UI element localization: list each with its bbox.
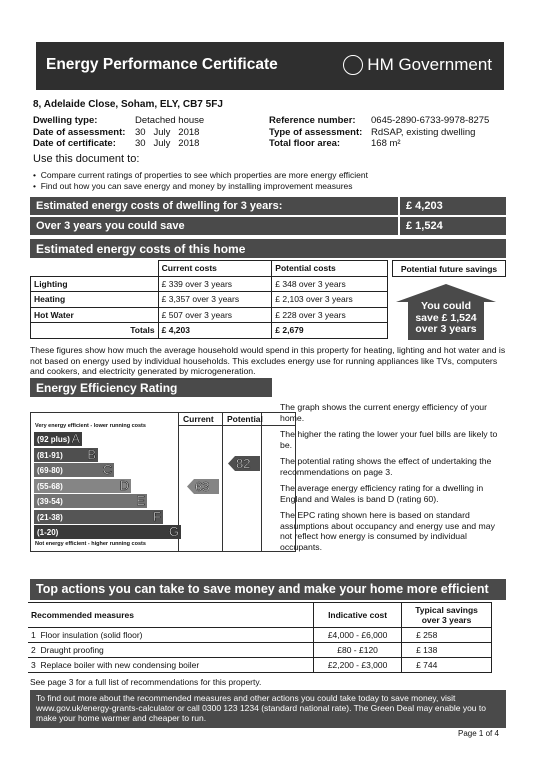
col-measures: Recommended measures bbox=[28, 603, 314, 628]
rating-band-d: (55-68) D bbox=[34, 479, 131, 493]
floor-area-label: Total floor area: bbox=[269, 138, 341, 149]
table-row: 1 Floor insulation (solid floor) £4,000 - £6,000 £ 258 bbox=[28, 628, 492, 643]
costs-section-title: Estimated energy costs of this home bbox=[30, 239, 506, 258]
estimated-costs-bar bbox=[30, 197, 506, 215]
rating-band-b: (81-91) B bbox=[34, 448, 98, 462]
rating-band-c: (69-80) C bbox=[34, 463, 114, 477]
eer-chart bbox=[30, 412, 296, 552]
eer-bottom-note: Not energy efficient - higher running costs bbox=[35, 541, 146, 547]
actions-table bbox=[28, 602, 492, 673]
certificate-date: 30 July 2018 bbox=[135, 138, 200, 149]
rating-band-f: (21-38) F bbox=[34, 510, 163, 524]
current-rating-value: 63 bbox=[195, 479, 210, 494]
costs-table bbox=[30, 260, 388, 339]
rating-band-e: (39-54) E bbox=[34, 494, 147, 508]
use-document-heading: Use this document to: bbox=[33, 153, 140, 165]
table-row: Lighting £ 339 over 3 years £ 348 over 3 years bbox=[31, 276, 388, 292]
eer-col-potential: Potential bbox=[227, 414, 263, 424]
page-number: Page 1 of 4 bbox=[458, 729, 499, 738]
dwelling-type-label: Dwelling type: bbox=[33, 115, 98, 126]
savings-value: £ 1,524 bbox=[406, 220, 443, 232]
totals-row: Totals £ 4,203 £ 2,679 bbox=[31, 323, 388, 339]
see-page-note: See page 3 for a full list of recommendations for this property. bbox=[30, 677, 262, 687]
col-potential-costs: Potential costs bbox=[272, 261, 388, 277]
estimated-costs-value: £ 4,203 bbox=[406, 200, 443, 212]
eer-description: The graph shows the current energy efficiency of your home. The higher the rating the lower your fuel bills are likely to be. The potential rating shows the effect of undertaking the recommendations on page 3. The average energy efficiency rating for a dwelling in England and Wales is band D (rating 60). The EPC rating shown here is based on standard assumptions about occupancy and energy use and may not reflect how energy is consumed by individual occupants. bbox=[280, 402, 498, 552]
table-row: Hot Water £ 507 over 3 years £ 228 over 3 years bbox=[31, 307, 388, 323]
col-typical-savings: Typical savings over 3 years bbox=[402, 603, 492, 628]
page-title: Energy Performance Certificate bbox=[46, 56, 278, 73]
eer-top-note: Very energy efficient - lower running costs bbox=[35, 423, 146, 429]
assessment-type: RdSAP, existing dwelling bbox=[371, 126, 476, 138]
dwelling-type: Detached house bbox=[135, 115, 205, 126]
floor-area: 168 m² bbox=[371, 138, 401, 149]
table-row: Heating £ 3,357 over 3 years £ 2,103 over 3 years bbox=[31, 292, 388, 308]
potential-rating-value: 82 bbox=[236, 456, 251, 471]
footer-info: To find out more about the recommended measures and other actions you could take today to save money, visit www.gov.uk/energy-grants-calculator or call 0300 123 1234 (standard national rate). The Green Deal may enable you to make your home warmer and cheaper to run. bbox=[30, 690, 506, 728]
col-potential-savings: Potential future savings bbox=[392, 260, 506, 277]
property-address: 8, Adelaide Close, Soham, ELY, CB7 5FJ bbox=[33, 99, 223, 110]
estimated-costs-label: Estimated energy costs of dwelling for 3 years: bbox=[36, 200, 283, 212]
savings-label: Over 3 years you could save bbox=[36, 220, 185, 232]
gov-label: HM Government bbox=[367, 55, 492, 74]
use-bullet-1: • Compare current ratings of properties to see which properties are more energy efficient bbox=[33, 170, 368, 180]
gov-logo bbox=[343, 55, 492, 75]
use-bullet-2: • Find out how you can save energy and money by installing improvement measures bbox=[33, 181, 353, 191]
savings-bar bbox=[30, 217, 506, 235]
costs-note: These figures show how much the average household would spend in this property for heating, lighting and hot water and is not based on energy used by individual households. This excludes energy use for running appliances like TVs, computers and cookers, and electricity generated by microgeneration. bbox=[30, 345, 506, 376]
eer-col-current: Current bbox=[183, 414, 214, 424]
reference-number: 0645-2890-6733-9978-8275 bbox=[371, 115, 490, 126]
savings-arrow-text: You could save £ 1,524 over 3 years bbox=[415, 300, 477, 335]
assessment-date-label: Date of assessment: bbox=[33, 126, 126, 138]
rating-band-g: (1-20) G bbox=[34, 525, 181, 539]
rating-band-a: (92 plus) A bbox=[34, 432, 82, 446]
assessment-date: 30 July 2018 bbox=[135, 126, 200, 138]
certificate-date-label: Date of certificate: bbox=[33, 138, 116, 149]
eer-section-title: Energy Efficiency Rating bbox=[30, 378, 272, 397]
col-indicative-cost: Indicative cost bbox=[314, 603, 402, 628]
col-current-costs: Current costs bbox=[158, 261, 272, 277]
assessment-type-label: Type of assessment: bbox=[269, 126, 363, 138]
actions-section-title: Top actions you can take to save money and make your home more efficient bbox=[30, 579, 506, 600]
details-right bbox=[269, 115, 489, 150]
royal-crest-icon bbox=[343, 55, 363, 75]
header-banner bbox=[36, 42, 504, 90]
reference-label: Reference number: bbox=[269, 115, 356, 126]
table-row: 2 Draught proofing £80 - £120 £ 138 bbox=[28, 643, 492, 658]
table-row: 3 Replace boiler with new condensing boiler £2,200 - £3,000 £ 744 bbox=[28, 658, 492, 673]
details-left bbox=[33, 115, 204, 150]
